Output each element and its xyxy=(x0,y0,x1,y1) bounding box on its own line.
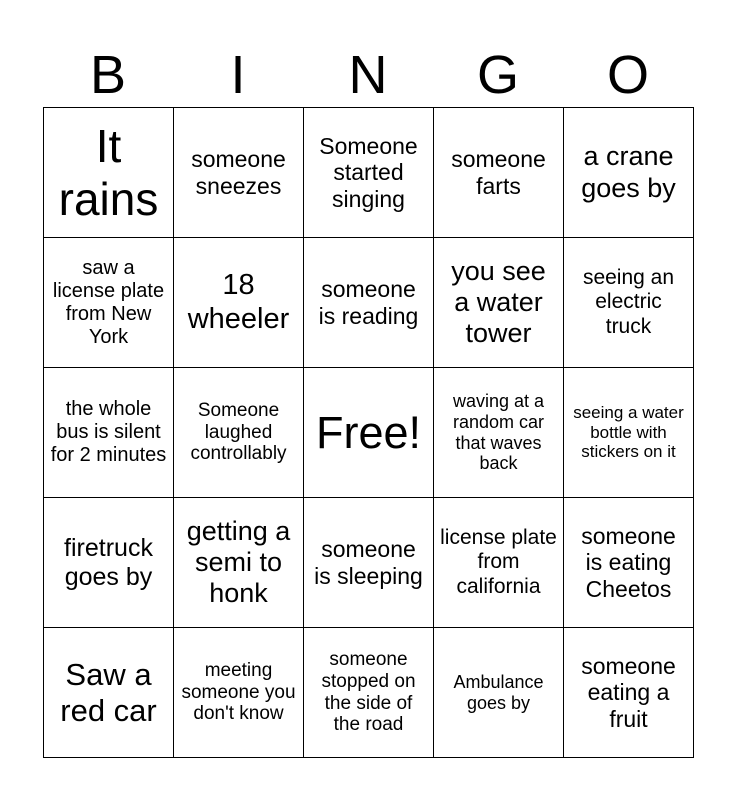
header-letter-b: B xyxy=(89,45,127,105)
bingo-cell[interactable]: you see a water tower xyxy=(434,238,564,368)
board-row xyxy=(44,238,694,368)
bingo-cell[interactable]: Saw a red car xyxy=(44,628,174,758)
free-cell[interactable]: Free! xyxy=(304,368,434,498)
bingo-cell[interactable]: waving at a random car that waves back xyxy=(434,368,564,498)
bingo-cell[interactable]: Ambulance goes by xyxy=(434,628,564,758)
bingo-cell[interactable]: someone stopped on the side of the road xyxy=(304,628,434,758)
bingo-cell[interactable]: license plate from california xyxy=(434,498,564,628)
bingo-cell[interactable]: a crane goes by xyxy=(564,108,694,238)
bingo-cell[interactable]: firetruck goes by xyxy=(44,498,174,628)
bingo-cell[interactable]: someone is sleeping xyxy=(304,498,434,628)
bingo-cell[interactable]: seeing a water bottle with stickers on it xyxy=(564,368,694,498)
bingo-cell[interactable]: Someone laughed controllably xyxy=(174,368,304,498)
board-row xyxy=(44,498,694,628)
bingo-cell[interactable]: someone is eating Cheetos xyxy=(564,498,694,628)
header-letter-g: G xyxy=(476,45,519,105)
bingo-board xyxy=(43,107,694,758)
board-row xyxy=(44,628,694,758)
bingo-cell[interactable]: someone sneezes xyxy=(174,108,304,238)
bingo-cell[interactable]: someone is reading xyxy=(304,238,434,368)
bingo-cell[interactable]: the whole bus is silent for 2 minutes xyxy=(44,368,174,498)
board-row xyxy=(44,108,694,238)
bingo-cell[interactable]: Someone started singing xyxy=(304,108,434,238)
board-row xyxy=(44,368,694,498)
bingo-cell[interactable]: It rains xyxy=(44,108,174,238)
header-letter-i: I xyxy=(230,45,246,105)
bingo-cell[interactable]: getting a semi to honk xyxy=(174,498,304,628)
bingo-cell[interactable]: meeting someone you don't know xyxy=(174,628,304,758)
bingo-cell[interactable]: someone farts xyxy=(434,108,564,238)
header-letter-n: N xyxy=(348,45,388,105)
bingo-header xyxy=(43,44,693,106)
bingo-cell[interactable]: someone eating a fruit xyxy=(564,628,694,758)
header-letter-o: O xyxy=(606,45,649,105)
bingo-cell[interactable]: saw a license plate from New York xyxy=(44,238,174,368)
bingo-cell[interactable]: seeing an electric truck xyxy=(564,238,694,368)
bingo-cell[interactable]: 18 wheeler xyxy=(174,238,304,368)
